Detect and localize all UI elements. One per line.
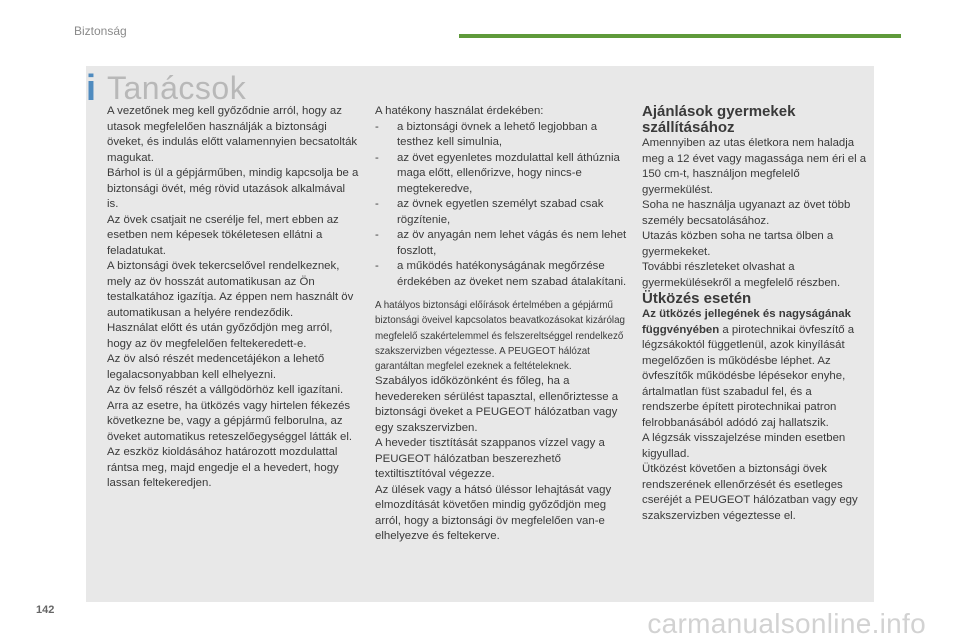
bold-lead: Az ütközés jellegének és nagyságának függvényében (642, 308, 851, 336)
column-middle (375, 104, 630, 545)
list-item: - az övnek egyetlen személyt szabad csak rögzítenie, (375, 198, 604, 226)
heading-collision: Ütközés esetén (642, 290, 752, 307)
usage-list (375, 120, 630, 291)
collision-text: a pirotechnikai övfeszítő a légzsákoktól függetlenül, azok kinyílását megelőzően is működésbe léphet. Az övfeszítők működésbe lépésekor enyhe, ártalmatlan füst szabadul fel, és a rendszerbe épített pirotechnikai patron felrobbanásából adódó zaj hallatszik. A légzsák visszajelzése minden esetben kigyullad. Ütközést követően a biztonsági övek rendszerének ellenőrzését és esetleges cseréjét a PEUGEOT hálózatban vagy egy szakszervizben végeztesse el. (642, 323, 858, 522)
list-item: - a működés hatékonyságának megőrzése érdekében az öveket nem szabad átalakítani. (375, 260, 627, 288)
page-title: Tanácsok (107, 70, 247, 106)
regulation-note: A hatályos biztonsági előírások értelmében a gépjármű biztonsági öveivel kapcsolatos beavatkozásokat kizárólag megfelelő szakértelemmel és felszereltséggel rendelkező szakszervizben végeztesse. A PEUGEOT hálózat garantáltan megfelel ezeknek a feltételeknek. (375, 300, 625, 373)
col2-text: Szabályos időközönként és főleg, ha a hevedereken sérülést tapasztal, ellenőriztesse a biztonsági öveket a PEUGEOT hálózatban vagy egy szakszervizben. A heveder tisztítását szappanos vízzel vagy a PEUGEOT hálózatban beszerezhető textiltisztítóval végezze. Az ülések vagy a hátsó üléssor lehajtását vagy elmozdítását követően mindig győződjön meg arról, hogy a biztonsági öv megfelelően van-e elhelyezve és feltekerve. (375, 375, 619, 543)
col3-text1: Amennyiben az utas életkora nem haladja meg a 12 évet vagy magassága nem éri el a 150 cm-t, használjon megfelelő gyermekülést. Soha ne használja ugyanazt az övet több személy becsatolásához. Utazás közben soha ne tartsa ölben a gyermekeket. További részleteket olvashat a gyermekülésekről a megfelelő részben. (642, 137, 867, 289)
heading-children: Ajánlások gyermekek szállításához (642, 103, 796, 136)
header-rule (459, 34, 901, 38)
list-item: - az öv anyagán nem lehet vágás és nem lehet foszlott, (375, 229, 627, 257)
column-right (642, 104, 868, 524)
page-number: 142 (36, 604, 55, 616)
info-icon: i (86, 67, 97, 108)
section-label: Biztonság (74, 24, 127, 38)
list-item: - a biztonsági övnek a lehető legjobban a testhez kell simulnia, (375, 120, 598, 148)
list-item: - az övet egyenletes mozdulattal kell áthúznia magа előtt, ellenőrizve, hogy nincs-e megtekeredve, (375, 151, 620, 195)
watermark: carmanualsonline.info (647, 608, 926, 639)
col1-text: A vezetőnek meg kell győződnie arról, hogy az utasok megfelelően használják a biztonsági öveket, és indulás előtt valamennyien becsatolták magukat. Bárhol is ül a gépjárműben, mindig kapcsolja be a biztonsági övét, még rövid utazások alkalmával is. Az övek csatjait ne cserélje fel, mert ebben az esetben nem képesek tökéletesen ellátni a feladatukat. A biztonsági övek tekercselővel rendelkeznek, mely az öv hosszát automatikusan az Ön testalkatához igazítja. Az éppen nem használt öv automatikusan a helyére rendeződik. Használat előtt és után győződjön meg arról, hogy az öv megfelelően feltekeredett-e. Az öv alsó részét medencetájékon a lehető legalacsonyabban kell elhelyezni. Az öv felső részét a vállgödörhöz kell igazítani. Arra az esetre, ha ütközés vagy hirtelen fékezés következne be, vagy a gépjármű felborulna, az öveket automatikus reteszelőegységgel látták el. Az eszköz kioldásához határozott mozdulattal rántsa meg, majd engedje el a hevedert, hogy lassan feltekeredjen. (107, 105, 359, 489)
column-left (107, 104, 359, 492)
col3-text2 (642, 307, 868, 524)
col2-intro: A hatékony használat érdekében: (375, 105, 544, 117)
